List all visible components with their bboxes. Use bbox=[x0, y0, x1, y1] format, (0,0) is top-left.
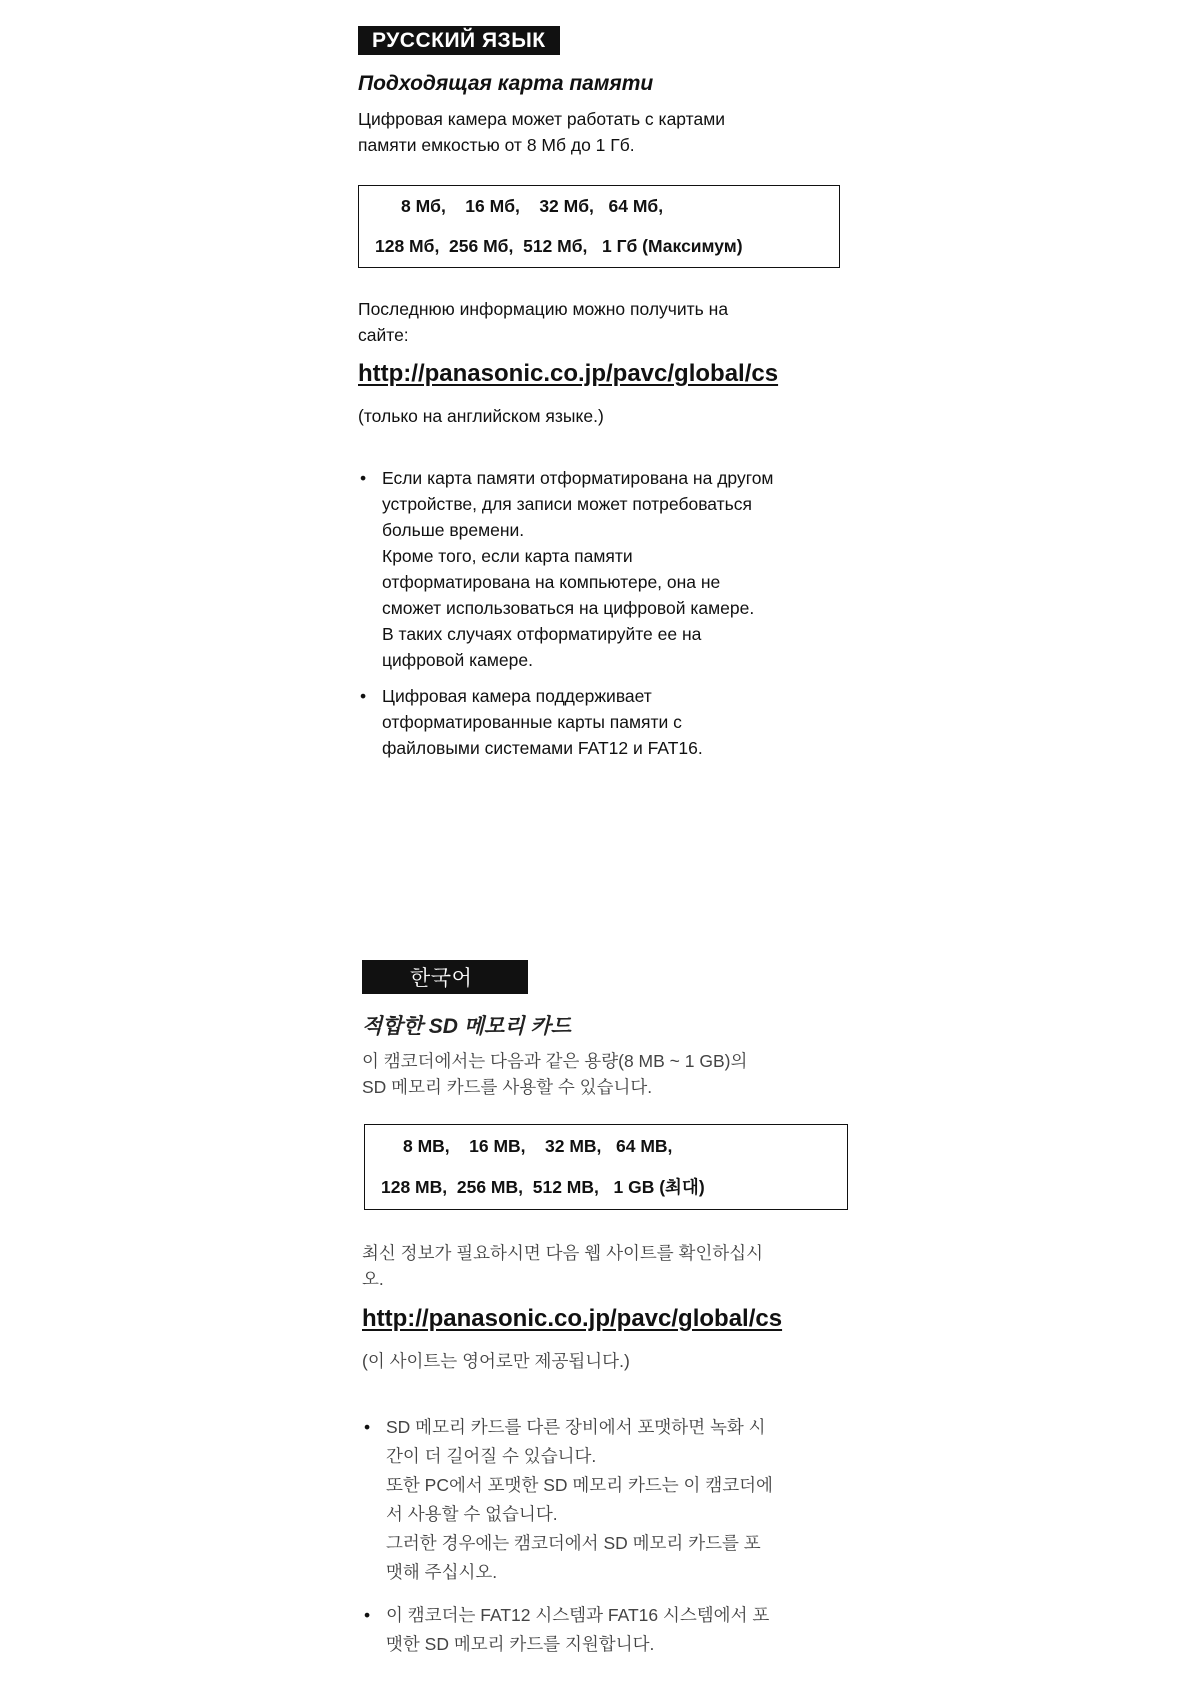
korean-intro bbox=[362, 1048, 747, 1100]
russian-support-url[interactable]: http://panasonic.co.jp/pavc/global/cs bbox=[358, 360, 779, 387]
note-line: 간이 더 길어질 수 있습니다. bbox=[386, 1446, 597, 1466]
bullet-icon: • bbox=[360, 468, 367, 488]
note-line: 또한 PC에서 포맷한 SD 메모리 카드는 이 캠코더에 bbox=[386, 1475, 773, 1495]
korean-language-label: 한국어 bbox=[362, 960, 528, 994]
korean-capacity-row bbox=[381, 1167, 831, 1207]
capacity-value: 128 Мб, bbox=[375, 236, 440, 256]
korean-notes-list bbox=[362, 1413, 862, 1659]
note-line: Кроме того, если карта памяти bbox=[382, 546, 633, 566]
russian-capacity-row bbox=[375, 186, 823, 226]
korean-support-url[interactable]: http://panasonic.co.jp/pavc/global/cs bbox=[362, 1305, 783, 1332]
note-line: Цифровая камера поддерживает bbox=[382, 686, 652, 706]
russian-capacity-box bbox=[358, 185, 840, 268]
korean-heading: 적합한 SD 메모리 카드 bbox=[362, 1015, 571, 1038]
capacity-value: 512 MB, bbox=[532, 1177, 599, 1197]
russian-heading: Подходящая карта памяти bbox=[358, 72, 654, 95]
note-line: 그러한 경우에는 캠코더에서 SD 메모리 카드를 포 bbox=[386, 1533, 761, 1553]
capacity-value: 32 Мб, bbox=[539, 196, 594, 216]
note-line: Если карта памяти отформатирована на другом bbox=[382, 468, 774, 488]
capacity-value: 256 MB, bbox=[456, 1177, 524, 1197]
russian-capacity-row bbox=[375, 226, 823, 266]
russian-language-label: РУССКИЙ ЯЗЫК bbox=[358, 26, 560, 55]
russian-info bbox=[358, 296, 728, 348]
list-item bbox=[362, 1601, 862, 1659]
russian-info-line: Последнюю информацию можно получить на bbox=[358, 299, 729, 319]
note-line: устройстве, для записи может потребоваться bbox=[382, 494, 753, 514]
korean-capacity-row bbox=[381, 1125, 831, 1167]
list-item bbox=[358, 465, 878, 673]
note-line: 맷해 주십시오. bbox=[386, 1562, 498, 1582]
russian-intro-line: памяти емкостью от 8 Мб до 1 Гб. bbox=[358, 135, 635, 155]
note-line: цифровой камере. bbox=[382, 650, 533, 670]
note-line: отформатированные карты памяти с bbox=[382, 712, 682, 732]
list-item bbox=[358, 683, 878, 761]
capacity-value: 64 Мб, bbox=[608, 196, 664, 216]
capacity-value: 16 MB, bbox=[469, 1136, 526, 1156]
korean-intro-line: 이 캠코더에서는 다음과 같은 용량(8 MB ~ 1 GB)의 bbox=[362, 1051, 748, 1071]
russian-intro-line: Цифровая камера может работать с картами bbox=[358, 109, 726, 129]
capacity-value: 1 GB (최대) bbox=[613, 1177, 705, 1197]
note-line: сможет использоваться на цифровой камере. bbox=[382, 598, 755, 618]
bullet-icon: • bbox=[364, 1417, 371, 1437]
capacity-value: 8 MB, bbox=[403, 1136, 450, 1156]
note-line: SD 메모리 카드를 다른 장비에서 포맷하면 녹화 시 bbox=[386, 1417, 766, 1437]
russian-intro bbox=[358, 106, 725, 158]
bullet-icon: • bbox=[364, 1605, 371, 1625]
note-line: больше времени. bbox=[382, 520, 525, 540]
korean-capacity-box bbox=[364, 1124, 848, 1210]
korean-info-line: 최신 정보가 필요하시면 다음 웹 사이트를 확인하십시 bbox=[362, 1243, 764, 1263]
note-line: 이 캠코더는 FAT12 시스템과 FAT16 시스템에서 포 bbox=[386, 1605, 770, 1625]
capacity-value: 32 MB, bbox=[545, 1136, 602, 1156]
capacity-value: 8 Мб, bbox=[401, 196, 446, 216]
capacity-value: 256 Мб, bbox=[449, 236, 514, 256]
korean-info bbox=[362, 1240, 763, 1292]
russian-notes-list bbox=[358, 465, 878, 761]
list-item bbox=[362, 1413, 862, 1587]
note-line: отформатирована на компьютере, она не bbox=[382, 572, 721, 592]
note-line: 맷한 SD 메모리 카드를 지원합니다. bbox=[386, 1634, 655, 1654]
note-line: В таких случаях отформатируйте ее на bbox=[382, 624, 702, 644]
bullet-icon: • bbox=[360, 686, 367, 706]
russian-url-note: (только на английском языке.) bbox=[358, 406, 604, 426]
russian-info-line: сайте: bbox=[358, 325, 409, 345]
korean-url-note: (이 사이트는 영어로만 제공됩니다.) bbox=[362, 1351, 630, 1371]
capacity-value: 64 MB, bbox=[616, 1136, 673, 1156]
note-line: 서 사용할 수 없습니다. bbox=[386, 1504, 558, 1524]
capacity-value: 1 Гб (Максимум) bbox=[602, 236, 743, 256]
note-line: файловыми системами FAT12 и FAT16. bbox=[382, 738, 703, 758]
capacity-value: 128 MB, bbox=[381, 1177, 448, 1197]
korean-intro-line: SD 메모리 카드를 사용할 수 있습니다. bbox=[362, 1077, 653, 1097]
korean-info-line: 오. bbox=[362, 1269, 384, 1289]
capacity-value: 512 Мб, bbox=[523, 236, 588, 256]
capacity-value: 16 Мб, bbox=[465, 196, 520, 216]
